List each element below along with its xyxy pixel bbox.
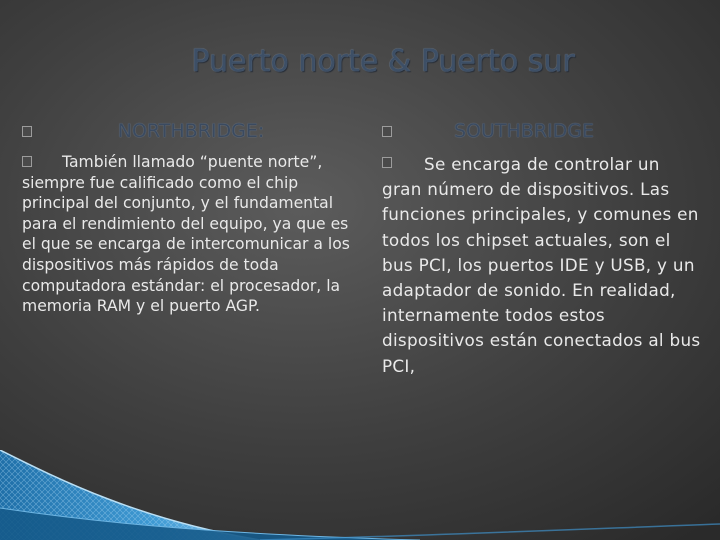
southbridge-description: Se encarga de controlar un gran número de dispositivos. Las funciones principales, y comunes en todos los chipset actuales, son el bus PCI, los puertos IDE y USB, y un adaptador de sonido. En realidad, internamente todos estos dispositivos están conectados al bus PCI, — [382, 154, 701, 376]
bullet-box-icon — [382, 157, 392, 168]
southbridge-heading: SOUTHBRIDGE — [453, 120, 594, 142]
bullet-box-icon — [22, 126, 32, 137]
slide-title: Puerto norte & Puerto sur — [191, 44, 575, 79]
left-column — [22, 118, 352, 317]
bullet-box-icon — [22, 156, 32, 167]
northbridge-description: También llamado “puente norte”, siempre fue calificado como el chip principal del conjunto, y el fundamental para el rendimiento del equipo, ya que es el que se encarga de intercomunicar a los dispositivos más rápidos de toda computadora estándar: el procesador, la memoria RAM y el puerto AGP. — [22, 153, 350, 316]
bullet-box-icon — [382, 126, 392, 137]
corner-wave-decoration — [0, 450, 720, 540]
right-body-row — [382, 152, 702, 379]
left-body-row — [22, 152, 352, 317]
right-column — [382, 118, 702, 379]
left-heading-row — [22, 118, 352, 144]
right-heading-row — [382, 118, 702, 144]
northbridge-heading: NORTHBRIDGE: — [117, 120, 265, 142]
